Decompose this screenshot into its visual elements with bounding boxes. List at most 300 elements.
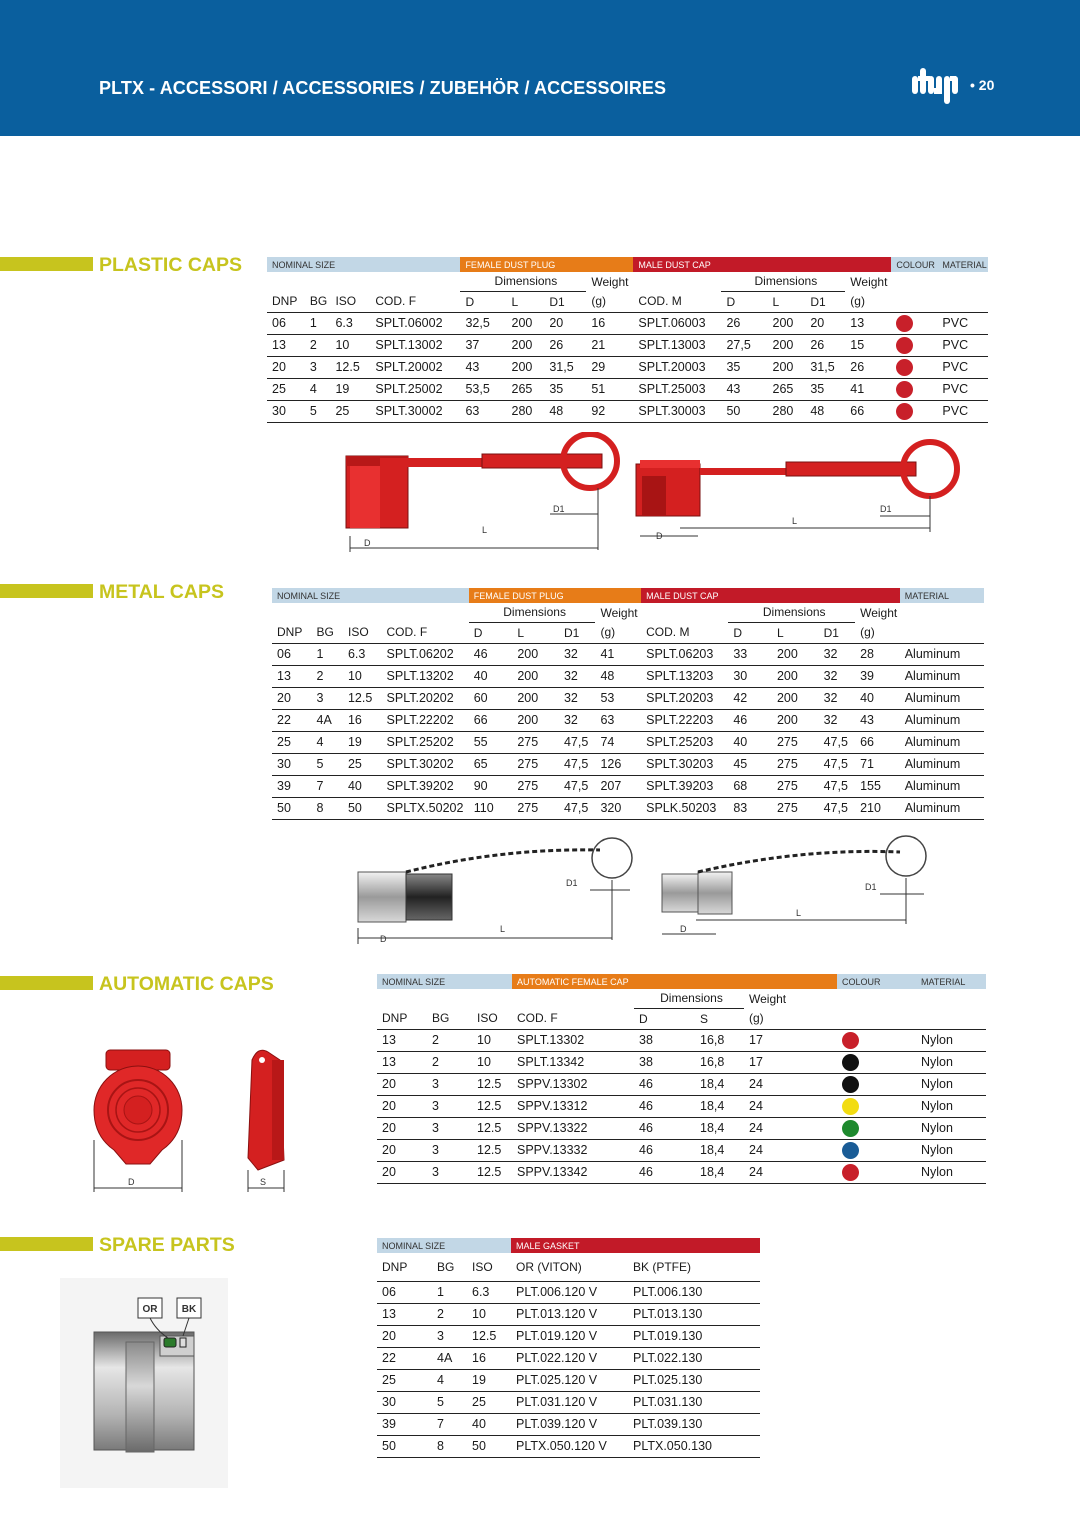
table-cell: 83 — [728, 797, 772, 819]
material-cell: PVC — [937, 400, 988, 422]
weight-label: Weight — [850, 274, 888, 289]
table-cell: 126 — [595, 753, 641, 775]
column-header: BK (PTFE) — [633, 1259, 692, 1274]
table-cell: 200 — [512, 709, 559, 731]
table-cell: 12.5 — [472, 1073, 512, 1095]
dim-label-d1: D1 — [553, 504, 565, 514]
table-cell: PLT.039.130 — [628, 1413, 760, 1435]
metal-caps-illustration — [350, 828, 940, 948]
table-cell: 200 — [772, 709, 819, 731]
table-cell: 19 — [467, 1369, 511, 1391]
table-cell: 40 — [728, 731, 772, 753]
table-cell: 17 — [744, 1051, 837, 1073]
table-cell: 5 — [432, 1391, 467, 1413]
column-header: BG — [309, 294, 328, 309]
table-cell: 2 — [312, 665, 343, 687]
colour-swatch — [842, 1164, 859, 1181]
table-cell: PLTX.050.130 — [628, 1435, 760, 1457]
table-cell: 63 — [460, 400, 506, 422]
table-cell: 32 — [819, 643, 856, 665]
table-cell: 30 — [728, 665, 772, 687]
column-header-empty — [937, 291, 988, 312]
table-cell: 90 — [469, 775, 513, 797]
band-nominal-size: NOMINAL SIZE — [272, 588, 469, 603]
table-cell: 13 — [377, 1029, 427, 1051]
plastic-caps-illustration — [340, 432, 970, 554]
colour-cell — [837, 1029, 916, 1051]
table-cell: 265 — [507, 378, 545, 400]
table-row — [272, 731, 984, 753]
automatic-caps-table — [377, 974, 986, 1184]
table-cell: 3 — [427, 1073, 472, 1095]
column-header: D — [639, 1011, 648, 1026]
table-cell: 42 — [728, 687, 772, 709]
table-row — [267, 400, 988, 422]
table-cell: 50 — [467, 1435, 511, 1457]
table-cell: 200 — [507, 334, 545, 356]
table-cell: SPLK.50203 — [641, 797, 728, 819]
dim-label-d1: D1 — [566, 878, 578, 888]
table-cell: 66 — [845, 400, 891, 422]
material-cell: PVC — [937, 312, 988, 334]
male-metal-cap-drawing — [662, 836, 926, 934]
column-header: L — [772, 294, 780, 309]
table-cell: PLTX.050.120 V — [511, 1435, 628, 1457]
table-cell: 3 — [427, 1095, 472, 1117]
automatic-cap-front-drawing — [94, 1050, 182, 1192]
table-cell: 10 — [472, 1029, 512, 1051]
table-cell: 207 — [595, 775, 641, 797]
table-cell: PLT.031.130 — [628, 1391, 760, 1413]
table-cell: 6.3 — [467, 1281, 511, 1303]
table-cell: 21 — [586, 334, 633, 356]
table-cell: 47,5 — [819, 753, 856, 775]
table-cell: 27,5 — [721, 334, 767, 356]
table-cell: SPPV.13332 — [512, 1139, 634, 1161]
table-cell: 43 — [460, 356, 506, 378]
column-header: (g) — [600, 625, 616, 640]
table-cell: 50 — [721, 400, 767, 422]
table-cell: 6.3 — [330, 312, 370, 334]
table-cell: 110 — [469, 797, 513, 819]
table-cell: 19 — [343, 731, 382, 753]
table-cell: SPLTX.50202 — [382, 797, 469, 819]
colour-cell — [837, 1051, 916, 1073]
colour-swatch — [896, 315, 913, 332]
table-cell: 46 — [634, 1161, 695, 1183]
table-cell: 38 — [634, 1051, 695, 1073]
table-cell: 25 — [377, 1369, 432, 1391]
dim-label-l: L — [500, 924, 506, 934]
band-colour: COLOUR — [891, 257, 937, 272]
table-cell: PLT.006.130 — [628, 1281, 760, 1303]
table-cell: 25 — [330, 400, 370, 422]
table-cell: 5 — [305, 400, 331, 422]
column-header: D1 — [823, 625, 839, 640]
dim-label-s: S — [260, 1177, 267, 1187]
table-cell: 16 — [586, 312, 633, 334]
table-cell: 13 — [845, 312, 891, 334]
table-cell: 200 — [512, 643, 559, 665]
table-cell: 39 — [377, 1413, 432, 1435]
table-cell: 275 — [772, 753, 819, 775]
table-cell: 200 — [507, 312, 545, 334]
table-cell: 25 — [343, 753, 382, 775]
table-cell: 20 — [805, 312, 845, 334]
column-header: (g) — [591, 294, 606, 309]
spare-parts-illustration — [60, 1278, 228, 1488]
table-cell: SPLT.13203 — [641, 665, 728, 687]
table-cell: 48 — [595, 665, 641, 687]
table-cell: 50 — [272, 797, 312, 819]
table-cell: 26 — [805, 334, 845, 356]
table-cell: SPLT.30202 — [382, 753, 469, 775]
table-cell: 12.5 — [330, 356, 370, 378]
dimensions-label: Dimensions — [634, 989, 744, 1008]
table-cell: 46 — [634, 1139, 695, 1161]
table-cell: 275 — [512, 775, 559, 797]
dimensions-label: Dimensions — [460, 272, 586, 291]
table-cell: SPLT.13202 — [382, 665, 469, 687]
table-cell: 200 — [768, 356, 806, 378]
column-header: D1 — [563, 625, 580, 640]
table-cell: 10 — [467, 1303, 511, 1325]
table-cell: SPLT.13002 — [370, 334, 460, 356]
table-cell: 46 — [634, 1073, 695, 1095]
table-cell: 8 — [432, 1435, 467, 1457]
page-number: • 20 — [970, 77, 995, 93]
table-cell: SPLT.13342 — [512, 1051, 634, 1073]
table-cell: 4A — [432, 1347, 467, 1369]
table-cell: 10 — [472, 1051, 512, 1073]
table-cell: 275 — [772, 731, 819, 753]
table-cell: 68 — [728, 775, 772, 797]
band-material: MATERIAL — [937, 257, 988, 272]
table-cell: 28 — [855, 643, 900, 665]
table-cell: SPPV.13302 — [512, 1073, 634, 1095]
table-cell: 32,5 — [460, 312, 506, 334]
table-cell: SPLT.30002 — [370, 400, 460, 422]
table-cell: 275 — [512, 797, 559, 819]
column-header: ISO — [472, 1259, 493, 1274]
table-cell: 200 — [772, 687, 819, 709]
table-row — [377, 1347, 760, 1369]
column-header: COD. F — [517, 1011, 558, 1026]
table-row — [377, 1073, 986, 1095]
table-cell: 13 — [377, 1303, 432, 1325]
table-cell: PLT.025.130 — [628, 1369, 760, 1391]
table-cell: 47,5 — [559, 731, 596, 753]
table-row — [267, 356, 988, 378]
table-row — [377, 1095, 986, 1117]
colour-cell — [837, 1139, 916, 1161]
table-cell: SPLT.25003 — [633, 378, 721, 400]
table-cell: 47,5 — [819, 775, 856, 797]
band-nominal-size: NOMINAL SIZE — [267, 257, 460, 272]
table-cell: SPLT.30003 — [633, 400, 721, 422]
table-cell: 2 — [427, 1051, 472, 1073]
table-cell: 39 — [855, 665, 900, 687]
table-cell: 20 — [377, 1325, 432, 1347]
table-cell: 53,5 — [460, 378, 506, 400]
table-cell: 3 — [427, 1117, 472, 1139]
colour-cell — [891, 312, 937, 334]
table-cell: SPLT.22203 — [641, 709, 728, 731]
weight-label: Weight — [749, 991, 787, 1006]
table-cell: 47,5 — [819, 731, 856, 753]
material-cell: PVC — [937, 356, 988, 378]
column-header: D — [726, 294, 736, 309]
table-cell: 41 — [845, 378, 891, 400]
table-cell: 20 — [377, 1073, 427, 1095]
table-cell: 12.5 — [467, 1325, 511, 1347]
column-header: DNP — [382, 1011, 408, 1026]
material-cell: Nylon — [916, 1117, 986, 1139]
table-cell: 7 — [312, 775, 343, 797]
table-cell: 4 — [305, 378, 331, 400]
dim-label-l: L — [482, 525, 488, 535]
section-accent-bar — [0, 976, 93, 990]
colour-swatch — [842, 1098, 859, 1115]
table-row — [377, 1413, 760, 1435]
table-cell: SPLT.20003 — [633, 356, 721, 378]
column-header: (g) — [850, 294, 865, 309]
dim-label-d: D — [128, 1177, 135, 1187]
table-row — [377, 1281, 760, 1303]
table-cell: 200 — [768, 312, 806, 334]
table-row — [377, 1435, 760, 1457]
table-cell: PLT.019.120 V — [511, 1325, 628, 1347]
column-header: D — [465, 294, 475, 309]
material-cell: Aluminum — [900, 797, 984, 819]
material-cell: Aluminum — [900, 687, 984, 709]
table-cell: 10 — [330, 334, 370, 356]
material-cell: Aluminum — [900, 731, 984, 753]
table-cell: SPLT.20202 — [382, 687, 469, 709]
column-header: D — [473, 625, 483, 640]
table-cell: 24 — [744, 1073, 837, 1095]
table-row — [272, 709, 984, 731]
table-cell: 8 — [312, 797, 343, 819]
section-title-automatic: AUTOMATIC CAPS — [99, 973, 274, 995]
table-cell: 3 — [427, 1161, 472, 1183]
table-cell: 4A — [312, 709, 343, 731]
table-row — [377, 1325, 760, 1347]
colour-cell — [837, 1161, 916, 1183]
column-header: (g) — [860, 625, 875, 640]
table-cell: 10 — [343, 665, 382, 687]
table-cell: 12.5 — [472, 1095, 512, 1117]
table-row — [267, 312, 988, 334]
weight-label: Weight — [600, 605, 638, 620]
column-header: BG — [432, 1011, 450, 1026]
dim-label-l: L — [792, 516, 798, 526]
table-cell: 4 — [312, 731, 343, 753]
colour-swatch — [842, 1142, 859, 1159]
table-cell: SPLT.20002 — [370, 356, 460, 378]
table-row — [377, 1029, 986, 1051]
column-header: BG — [316, 625, 334, 640]
column-header: ISO — [477, 1011, 498, 1026]
table-cell: 25 — [467, 1391, 511, 1413]
table-cell: 06 — [377, 1281, 432, 1303]
table-row — [272, 753, 984, 775]
table-cell: 26 — [845, 356, 891, 378]
table-cell: 18,4 — [695, 1073, 744, 1095]
dim-label-d1: D1 — [880, 504, 892, 514]
table-cell: 33 — [728, 643, 772, 665]
table-row — [267, 334, 988, 356]
table-cell: 46 — [634, 1117, 695, 1139]
table-cell: 1 — [305, 312, 331, 334]
band-nominal-size: NOMINAL SIZE — [377, 1238, 511, 1253]
table-cell: 20 — [267, 356, 305, 378]
table-cell: 40 — [855, 687, 900, 709]
table-cell: SPLT.06002 — [370, 312, 460, 334]
table-cell: 2 — [305, 334, 331, 356]
table-cell: 46 — [634, 1095, 695, 1117]
table-cell: SPLT.13302 — [512, 1029, 634, 1051]
table-cell: 35 — [805, 378, 845, 400]
table-cell: PLT.013.130 — [628, 1303, 760, 1325]
column-header: S — [700, 1011, 709, 1026]
dim-label-d: D — [680, 924, 687, 934]
table-cell: 32 — [819, 709, 856, 731]
band-material: MATERIAL — [916, 974, 986, 989]
column-header: D1 — [549, 294, 565, 309]
table-cell: 19 — [330, 378, 370, 400]
table-cell: 53 — [595, 687, 641, 709]
table-cell: SPLT.06202 — [382, 643, 469, 665]
table-cell: 43 — [721, 378, 767, 400]
bk-gasket-label: BK — [181, 1304, 197, 1315]
table-cell: 25 — [267, 378, 305, 400]
female-metal-plug-drawing — [358, 838, 632, 944]
table-row — [377, 1161, 986, 1183]
column-header: DNP — [382, 1259, 408, 1274]
table-cell: 18,4 — [695, 1139, 744, 1161]
table-cell: 12.5 — [472, 1161, 512, 1183]
table-row — [377, 1303, 760, 1325]
material-cell: Nylon — [916, 1161, 986, 1183]
table-cell: 280 — [507, 400, 545, 422]
table-cell: 3 — [305, 356, 331, 378]
dim-label-d: D — [656, 531, 663, 541]
table-cell: 200 — [772, 665, 819, 687]
table-cell: 200 — [772, 643, 819, 665]
column-header: ISO — [347, 625, 369, 640]
table-cell: 32 — [559, 643, 596, 665]
colour-swatch — [842, 1120, 859, 1137]
table-cell: 48 — [805, 400, 845, 422]
table-cell: SPLT.22202 — [382, 709, 469, 731]
female-plastic-plug-drawing — [346, 434, 617, 552]
material-cell: Aluminum — [900, 665, 984, 687]
table-cell: 37 — [460, 334, 506, 356]
table-row — [272, 797, 984, 819]
column-header-empty — [900, 622, 984, 643]
table-row — [267, 378, 988, 400]
table-cell: 275 — [772, 797, 819, 819]
weight-label: Weight — [591, 274, 629, 289]
page-header — [0, 0, 1080, 136]
colour-cell — [837, 1095, 916, 1117]
plastic-caps-table — [267, 257, 988, 423]
band-colour: COLOUR — [837, 974, 916, 989]
column-header-empty — [837, 1008, 916, 1029]
table-cell: PLT.019.130 — [628, 1325, 760, 1347]
colour-cell — [891, 356, 937, 378]
column-header: BG — [437, 1259, 455, 1274]
table-cell: SPLT.20203 — [641, 687, 728, 709]
table-cell: 20 — [544, 312, 586, 334]
table-cell: 46 — [728, 709, 772, 731]
table-cell: 30 — [377, 1391, 432, 1413]
table-cell: 22 — [272, 709, 312, 731]
table-cell: 12.5 — [472, 1139, 512, 1161]
table-cell: 4 — [432, 1369, 467, 1391]
table-cell: 31,5 — [544, 356, 586, 378]
material-cell: Nylon — [916, 1095, 986, 1117]
material-cell: Nylon — [916, 1051, 986, 1073]
table-cell: 2 — [432, 1303, 467, 1325]
table-cell: 12.5 — [343, 687, 382, 709]
table-cell: 35 — [721, 356, 767, 378]
band-male-dust-cap: MALE DUST CAP — [641, 588, 900, 603]
column-header: L — [517, 625, 525, 640]
column-header: DNP — [272, 294, 298, 309]
table-cell: 50 — [377, 1435, 432, 1457]
table-cell: SPLT.25202 — [382, 731, 469, 753]
table-cell: 210 — [855, 797, 900, 819]
table-cell: 280 — [768, 400, 806, 422]
spare-parts-table — [377, 1238, 760, 1458]
table-cell: 20 — [272, 687, 312, 709]
table-cell: PLT.006.120 V — [511, 1281, 628, 1303]
table-cell: 200 — [507, 356, 545, 378]
table-cell: 43 — [855, 709, 900, 731]
table-cell: 55 — [469, 731, 513, 753]
colour-cell — [891, 334, 937, 356]
column-header: COD. M — [646, 625, 690, 640]
table-cell: PLT.025.120 V — [511, 1369, 628, 1391]
material-cell: Aluminum — [900, 753, 984, 775]
table-cell: 20 — [377, 1161, 427, 1183]
table-cell: SPLT.30203 — [641, 753, 728, 775]
table-row — [377, 1139, 986, 1161]
table-cell: 06 — [267, 312, 305, 334]
table-cell: 16 — [467, 1347, 511, 1369]
section-accent-bar — [0, 257, 93, 271]
table-row — [272, 775, 984, 797]
automatic-cap-illustration — [86, 1040, 296, 1196]
table-cell: 45 — [728, 753, 772, 775]
table-cell: 92 — [586, 400, 633, 422]
colour-cell — [891, 378, 937, 400]
table-cell: 17 — [744, 1029, 837, 1051]
table-cell: 200 — [512, 687, 559, 709]
column-header: ISO — [335, 294, 357, 309]
column-header: (g) — [749, 1011, 764, 1026]
dim-label-l: L — [796, 908, 802, 918]
table-cell: 50 — [343, 797, 382, 819]
table-cell: 41 — [595, 643, 641, 665]
page-title: PLTX - ACCESSORI / ACCESSORIES / ZUBEHÖR / ACCESSOIRES — [99, 78, 667, 98]
table-row — [377, 1369, 760, 1391]
colour-swatch — [842, 1032, 859, 1049]
table-cell: SPLT.06003 — [633, 312, 721, 334]
table-cell: 155 — [855, 775, 900, 797]
